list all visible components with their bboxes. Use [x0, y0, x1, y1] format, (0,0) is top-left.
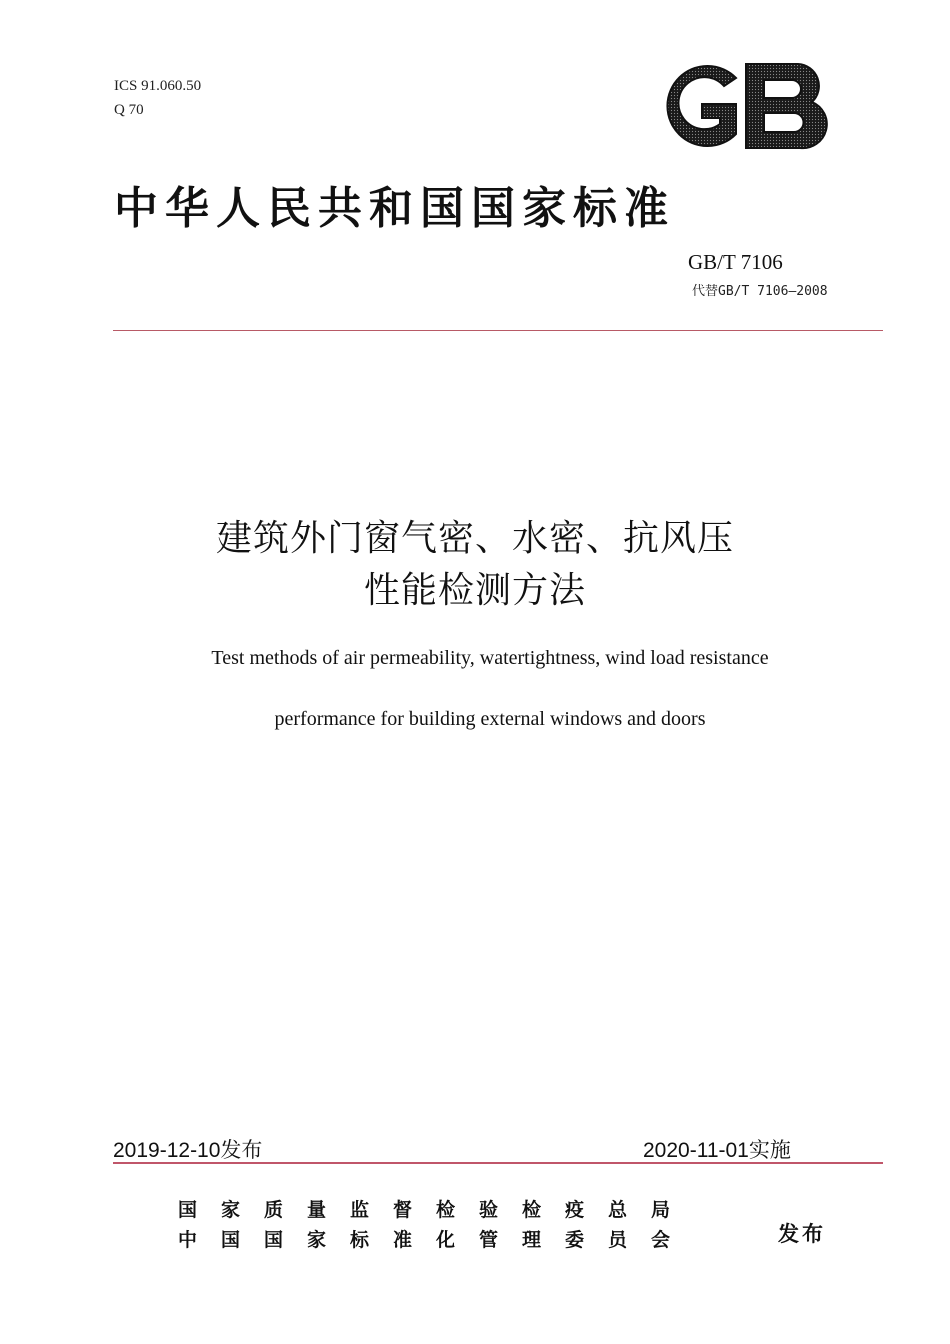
- header-divider: [113, 330, 883, 331]
- ics-code: ICS 91.060.50: [114, 78, 202, 94]
- publish-label: 发布: [778, 1222, 826, 1246]
- ccs-code: Q 70: [114, 102, 144, 118]
- national-standard-heading: 中华人民共和国国家标准: [114, 183, 675, 234]
- classification-codes: [114, 74, 201, 122]
- title-cn-line2: 性能检测方法: [363, 570, 586, 611]
- gb-logo: [652, 58, 830, 154]
- issuer-line1: 国家质量监督检验检疫总局: [178, 1199, 695, 1221]
- title-cn-line1: 建筑外门窗气密、水密、抗风压: [215, 518, 734, 559]
- issue-date: 2019-12-10发布: [113, 1139, 263, 1162]
- implementation-date: 2020-11-01实施: [643, 1139, 791, 1162]
- standard-code: GB/T 7106: [688, 250, 783, 274]
- title-en-line1: Test methods of air permeability, watertightness, wind load resistance: [211, 647, 769, 669]
- issuer-line2: 中国国家标准化管理委员会: [178, 1229, 695, 1251]
- replaces-note: 代替GB/T 7106—2008: [692, 284, 828, 299]
- footer-divider: [113, 1162, 883, 1164]
- title-en-line2: performance for building external windows and doors: [274, 708, 706, 730]
